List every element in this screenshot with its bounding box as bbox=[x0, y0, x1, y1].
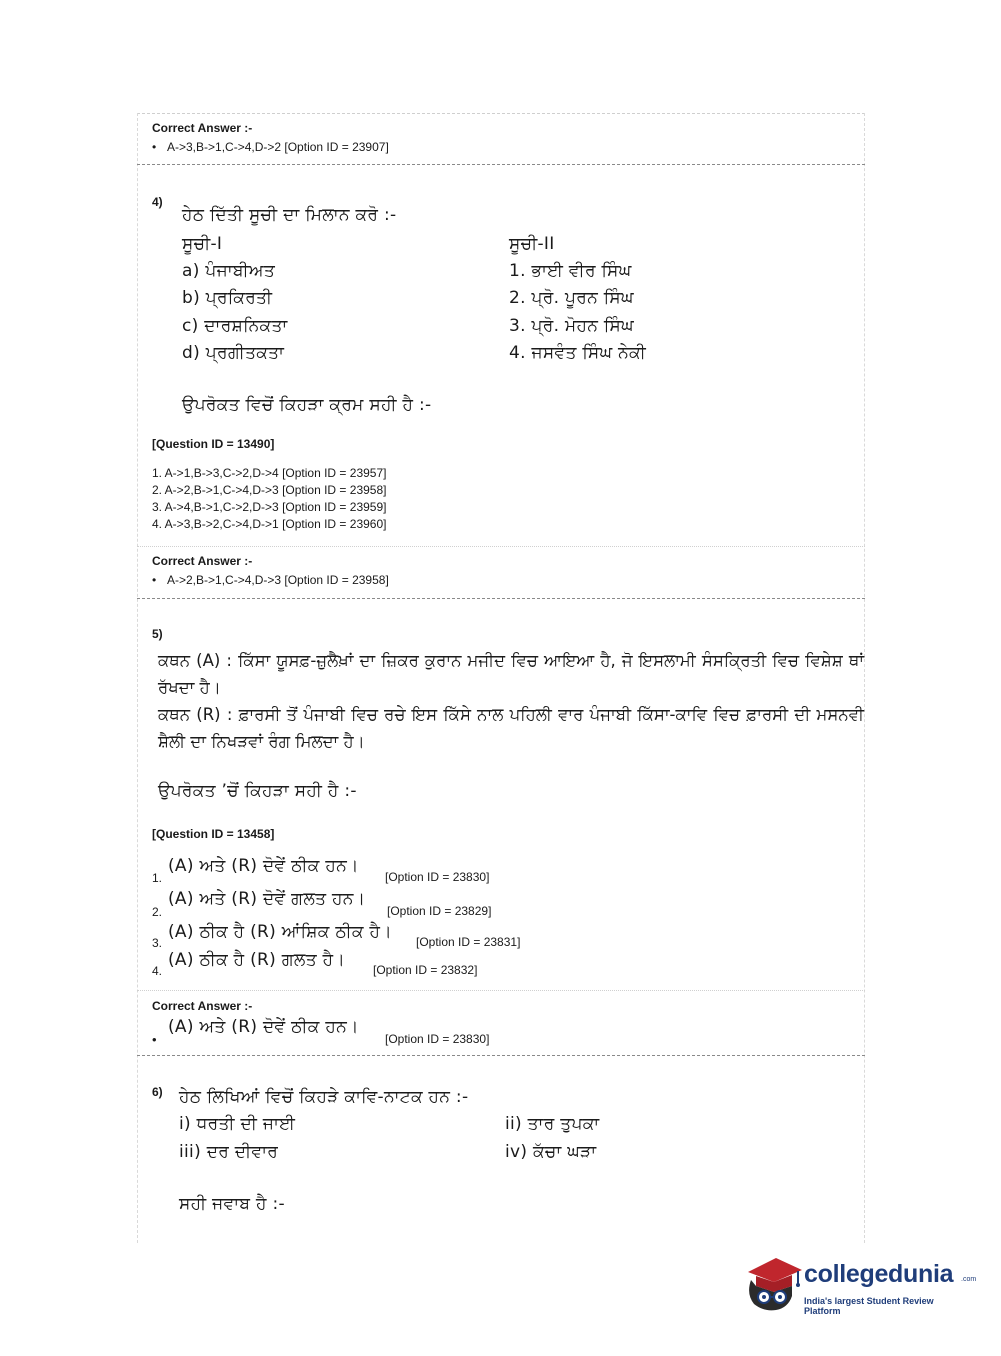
list2-item: 1. ਭਾਈ ਵੀਰ ਸਿੰਘ bbox=[509, 261, 632, 281]
option-id: [Option ID = 23832] bbox=[373, 963, 478, 977]
option-id: [Option ID = 23831] bbox=[416, 935, 521, 949]
list1-item: b) ਪ੍ਰਕਿਰਤੀ bbox=[182, 288, 273, 308]
brand-tagline: India's largest Student Review Platform bbox=[804, 1296, 934, 1316]
option: 4. A->3,B->2,C->4,D->1 [Option ID = 23960] bbox=[152, 517, 387, 531]
question-id: [Question ID = 13458] bbox=[152, 827, 275, 841]
list1-item: c) ਦਾਰਸ਼ਨਿਕਤਾ bbox=[182, 316, 288, 336]
question-number: 6) bbox=[152, 1085, 163, 1099]
option-id: [Option ID = 23830] bbox=[385, 870, 490, 884]
correct-answer-text: (A) ਅਤੇ (R) ਦੋਵੇਂ ਠੀਕ ਹਨ। bbox=[168, 1017, 359, 1037]
correct-answer-bullet: • bbox=[152, 1032, 157, 1047]
option-number: 1. bbox=[152, 871, 163, 885]
mascot-icon bbox=[742, 1250, 806, 1314]
choice-item: ii) ਤਾਰ ਤੁਪਕਾ bbox=[505, 1114, 600, 1134]
list2-item: 3. ਪ੍ਰੋ. ਮੋਹਨ ਸਿੰਘ bbox=[509, 316, 634, 336]
assertion-statement: ਕਥਨ (A) : ਕਿੱਸਾ ਯੂਸਫ਼-ਜ਼ੁਲੈਖ਼ਾਂ ਦਾ ਜ਼ਿਕਰ ਕੁਰਾਨ ਮਜੀਦ ਵਿਚ ਆਇਆ ਹੈ, ਜੋ ਇਸਲਾਮੀ ਸੰਸਕ੍ਰਿਤੀ ਵਿਚ ਵਿਸ਼ੇਸ਼ ਥਾਂ ਰੱਖਦਾ ਹੈ। bbox=[158, 651, 864, 697]
correct-answer-value: • A->2,B->1,C->4,D->3 [Option ID = 23958] bbox=[152, 573, 389, 587]
question-number: 5) bbox=[152, 627, 163, 641]
question-paper bbox=[137, 113, 865, 1243]
brand-name: collegedunia bbox=[804, 1260, 954, 1288]
brand-suffix: .com bbox=[961, 1276, 977, 1283]
option-number: 4. bbox=[152, 964, 163, 978]
correct-answer-id: [Option ID = 23830] bbox=[385, 1032, 490, 1046]
question-divider bbox=[137, 164, 865, 165]
question-line: ਸਹੀ ਜਵਾਬ ਹੈ :- bbox=[179, 1194, 285, 1214]
left-border bbox=[137, 113, 138, 1243]
option-number: 2. bbox=[152, 905, 163, 919]
answer-separator bbox=[137, 990, 865, 991]
question-prompt: ਹੇਠ ਲਿਖਿਆਂ ਵਿਚੋਂ ਕਿਹੜੇ ਕਾਵਿ-ਨਾਟਕ ਹਨ :- bbox=[179, 1087, 469, 1107]
option-number: 3. bbox=[152, 936, 163, 950]
list2-title: ਸੂਚੀ-II bbox=[509, 234, 555, 254]
answer-separator bbox=[137, 546, 865, 547]
list1-item: d) ਪ੍ਰਗੀਤਕਤਾ bbox=[182, 343, 285, 363]
collegedunia-logo bbox=[742, 1250, 977, 1316]
right-border bbox=[864, 113, 865, 1243]
choice-item: i) ਧਰਤੀ ਦੀ ਜਾਈ bbox=[179, 1114, 296, 1134]
correct-answer-label: Correct Answer :- bbox=[152, 554, 253, 568]
top-border bbox=[137, 113, 865, 114]
reason-statement: ਕਥਨ (R) : ਫ਼ਾਰਸੀ ਤੋਂ ਪੰਜਾਬੀ ਵਿਚ ਰਚੇ ਇਸ ਕਿੱਸੇ ਨਾਲ ਪਹਿਲੀ ਵਾਰ ਪੰਜਾਬੀ ਕਿੱਸਾ-ਕਾਵਿ ਵਿਚ ਫ਼ਾਰਸੀ ਦੀ ਮਸਨਵੀ ਸ਼ੈਲੀ ਦਾ ਨਿਖੜਵਾਂ ਰੰਗ ਮਿਲਦਾ ਹੈ। bbox=[158, 705, 864, 751]
question-divider bbox=[137, 1055, 865, 1056]
choice-item: iii) ਦਰ ਦੀਵਾਰ bbox=[179, 1142, 279, 1162]
correct-answer-label: Correct Answer :- bbox=[152, 121, 253, 135]
option-text: (A) ਠੀਕ ਹੈ (R) ਗਲਤ ਹੈ। bbox=[168, 950, 346, 970]
question-id: [Question ID = 13490] bbox=[152, 437, 275, 451]
list1-item: a) ਪੰਜਾਬੀਅਤ bbox=[182, 261, 276, 281]
question-line: ਉਪਰੋਕਤ ਵਿਚੋਂ ਕਿਹੜਾ ਕ੍ਰਮ ਸਹੀ ਹੈ :- bbox=[182, 395, 432, 415]
question-number: 4) bbox=[152, 195, 163, 209]
question-divider bbox=[137, 598, 865, 599]
option-text: (A) ਅਤੇ (R) ਦੋਵੇਂ ਗਲਤ ਹਨ। bbox=[168, 889, 366, 909]
option: 1. A->1,B->3,C->2,D->4 [Option ID = 23957] bbox=[152, 466, 387, 480]
option-id: [Option ID = 23829] bbox=[387, 904, 492, 918]
question-line: ਉਪਰੋਕਤ ’ਚੋਂ ਕਿਹੜਾ ਸਹੀ ਹੈ :- bbox=[158, 781, 357, 801]
question-prompt: ਹੇਠ ਦਿੱਤੀ ਸੂਚੀ ਦਾ ਮਿਲਾਨ ਕਰੋ :- bbox=[182, 205, 397, 225]
list1-title: ਸੂਚੀ-I bbox=[182, 234, 223, 254]
option: 2. A->2,B->1,C->4,D->3 [Option ID = 23958] bbox=[152, 483, 387, 497]
correct-answer-label: Correct Answer :- bbox=[152, 999, 253, 1013]
option-text: (A) ਅਤੇ (R) ਦੋਵੇਂ ਠੀਕ ਹਨ। bbox=[168, 856, 359, 876]
choice-item: iv) ਕੱਚਾ ਘੜਾ bbox=[505, 1142, 597, 1162]
list2-item: 2. ਪ੍ਰੋ. ਪੂਰਨ ਸਿੰਘ bbox=[509, 288, 634, 308]
correct-answer-value: • A->3,B->1,C->4,D->2 [Option ID = 23907] bbox=[152, 140, 389, 154]
option: 3. A->4,B->1,C->2,D->3 [Option ID = 23959] bbox=[152, 500, 387, 514]
option-text: (A) ਠੀਕ ਹੈ (R) ਆਂਸ਼ਿਕ ਠੀਕ ਹੈ। bbox=[168, 922, 393, 942]
list2-item: 4. ਜਸਵੰਤ ਸਿੰਘ ਨੇਕੀ bbox=[509, 343, 647, 363]
